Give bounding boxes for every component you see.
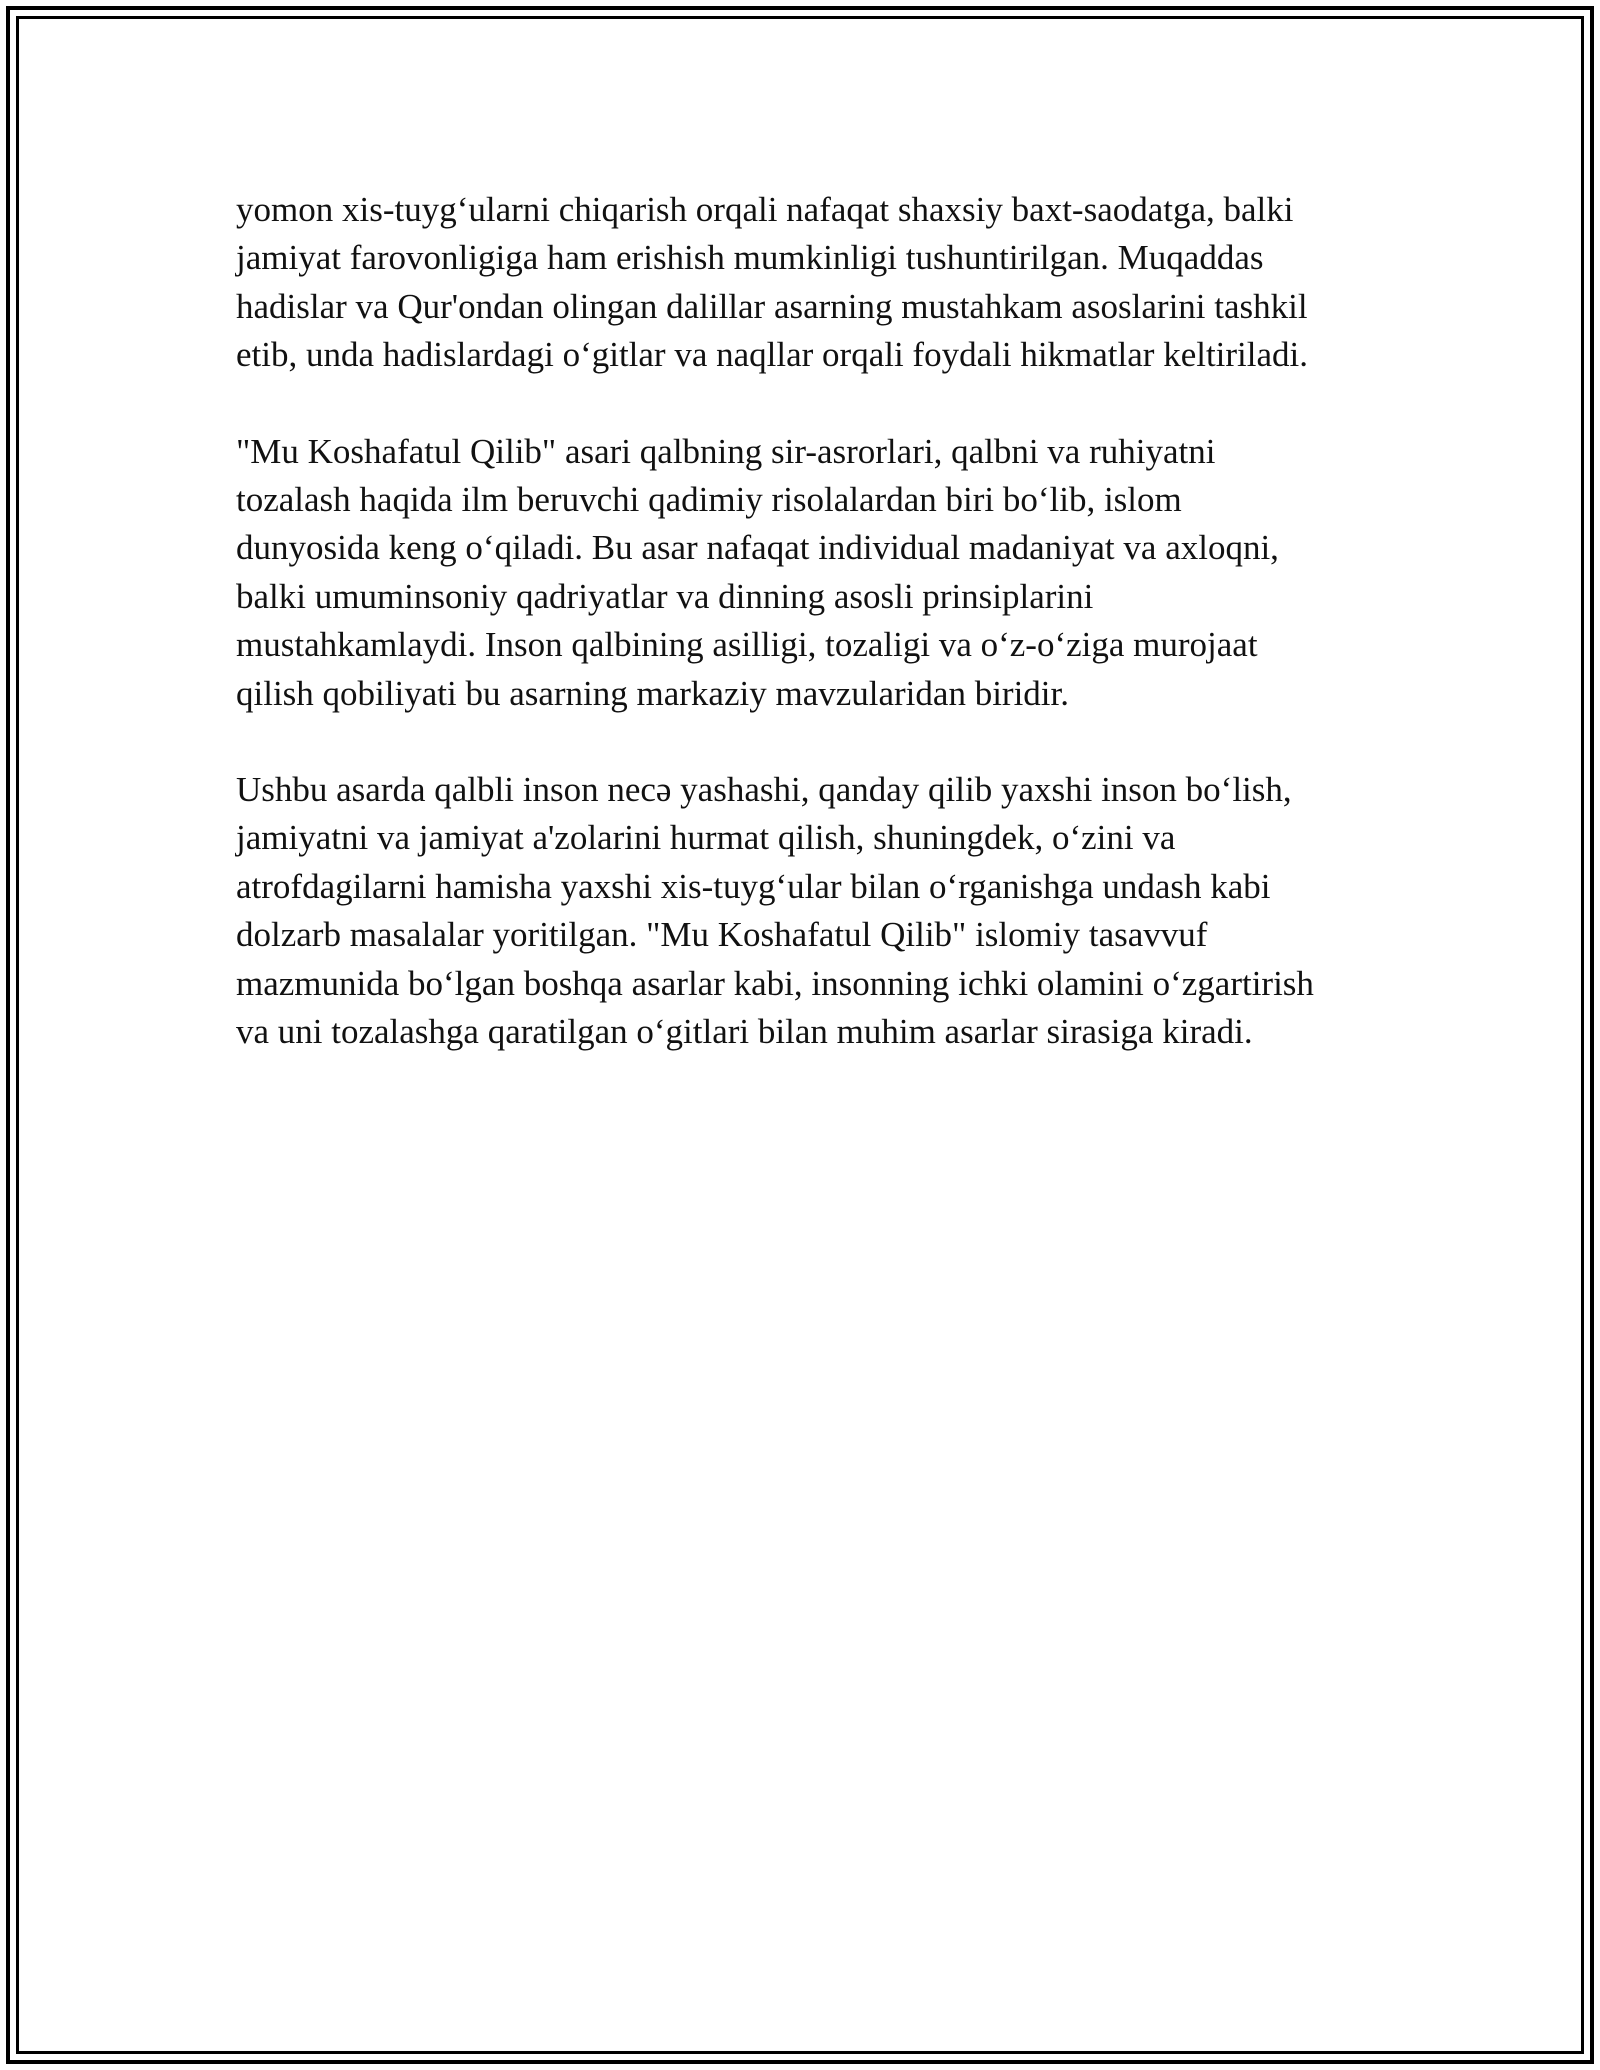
text-line: "Mu Koshafatul Qilib" asari qalbning sir-asrorlari, qalbni va ruhiyatni <box>236 431 1216 471</box>
text-line: yomon xis-tuyg‘ularni chiqarish orqali nafaqat shaxsiy baxt-saodatga, balki <box>236 190 1294 229</box>
text-line: mustahkamlaydi. Inson qalbining asilligi, tozaligi va o‘z-o‘ziga murojaat <box>236 625 1258 665</box>
paragraph-1 <box>236 186 1396 380</box>
text-line: va uni tozalashga qaratilgan o‘gitlari bilan muhim asarlar sirasiga kiradi. <box>236 1012 1253 1052</box>
text-line: balki umuminsoniy qadriyatlar va dinning asosli prinsiplarini <box>236 576 1094 616</box>
text-line: dunyosida keng o‘qiladi. Bu asar nafaqat individual madaniyat va axloqni, <box>236 528 1279 568</box>
paragraph-2 <box>236 428 1396 718</box>
text-line: Ushbu asarda qalbli inson necə yashashi, qanday qilib yaxshi inson bo‘lish, <box>236 770 1292 810</box>
text-line: tozalash haqida ilm beruvchi qadimiy risolalardan biri bo‘lib, islom <box>236 480 1182 520</box>
text-line: jamiyat farovonligiga ham erishish mumkinligi tushuntirilgan. Muqaddas <box>236 238 1264 278</box>
text-line: mazmunida bo‘lgan boshqa asarlar kabi, insonning ichki olamini o‘zgartirish <box>236 963 1314 1003</box>
text-line: jamiyatni va jamiyat a'zolarini hurmat qilish, shuningdek, o‘zini va <box>236 818 1176 858</box>
text-line: hadislar va Qur'ondan olingan dalillar asarning mustahkam asoslarini tashkil <box>236 286 1308 326</box>
text-line: atrofdagilarni hamisha yaxshi xis-tuyg‘ular bilan o‘rganishga undash kabi <box>236 866 1271 906</box>
text-line: qilish qobiliyati bu asarning markaziy mavzularidan biridir. <box>236 673 1069 713</box>
text-line: etib, unda hadislardagi o‘gitlar va naqllar orqali foydali hikmatlar keltiriladi. <box>236 335 1309 375</box>
paragraph-3 <box>236 766 1396 1056</box>
document-body <box>236 186 1396 1105</box>
text-line: dolzarb masalalar yoritilgan. "Mu Koshafatul Qilib" islomiy tasavvuf <box>236 915 1208 955</box>
